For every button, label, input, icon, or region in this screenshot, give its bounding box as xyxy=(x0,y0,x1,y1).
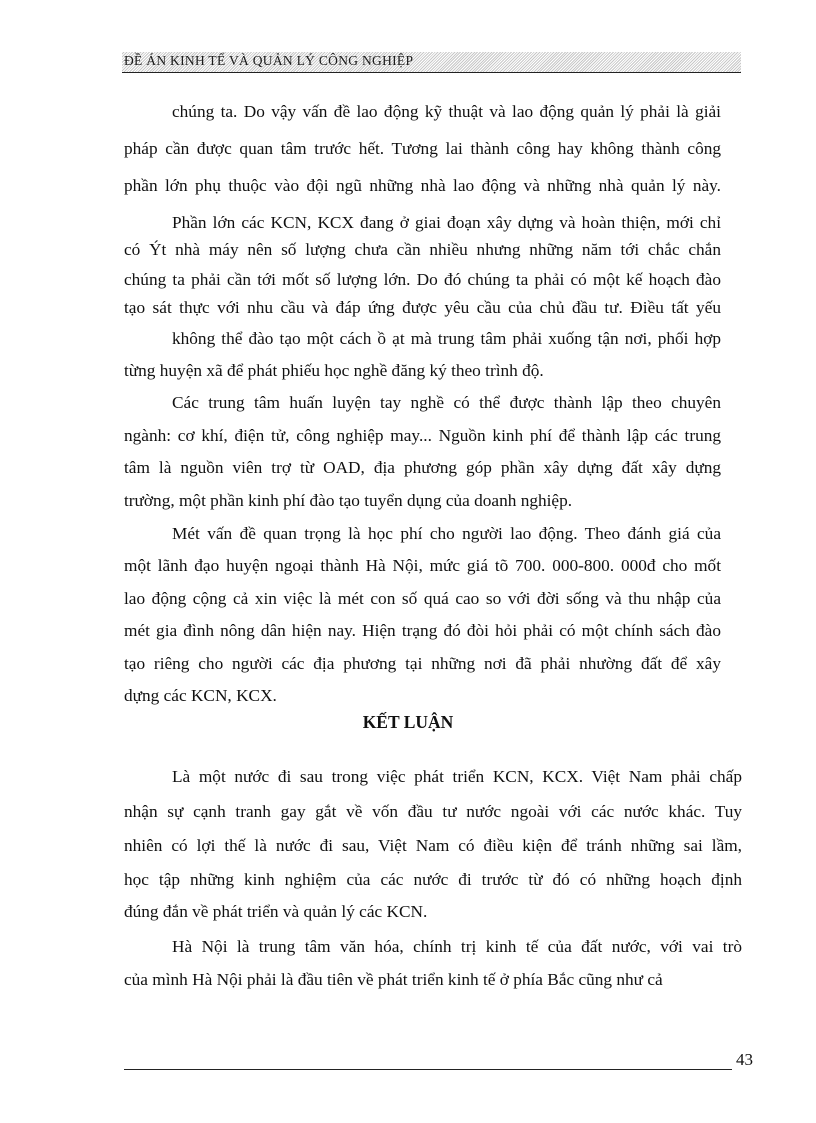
text-line: dựng các KCN, KCX. xyxy=(124,686,277,705)
text-line: mét gia đình nông dân hiện nay. Hiện trạng đó đòi hỏi phải có một chính sách đào xyxy=(124,621,721,640)
text-line: đúng đắn về phát triển và quản lý các KCN. xyxy=(124,902,428,921)
text-line: của mình Hà Nội phải là đầu tiên về phát triển kinh tế ở phía Bắc cũng như cả xyxy=(124,970,663,989)
text-line: học tập những kinh nghiệm của các nước đi trước từ đó có những hoạch định xyxy=(124,870,742,889)
text-line: pháp cần được quan tâm trước hết. Tương lai thành công hay không thành công xyxy=(124,139,721,158)
header-title: ĐỀ ÁN KINH TẾ VÀ QUẢN LÝ CÔNG NGHIỆP xyxy=(124,53,414,68)
running-header xyxy=(122,52,741,73)
text-line: ngành: cơ khí, điện tử, công nghiệp may... Nguồn kinh phí để thành lập các trung xyxy=(124,426,721,445)
footer-rule xyxy=(124,1069,732,1070)
text-line: có Ýt nhà máy nên số lượng chưa cần nhiều nhưng những năm tới chắc chắn xyxy=(124,240,721,259)
text-line: nhận sự cạnh tranh gay gắt về vốn đầu tư nước ngoài với các nước khác. Tuy xyxy=(124,802,742,821)
text-line: Các trung tâm huấn luyện tay nghề có thể được thành lập theo chuyên xyxy=(172,393,721,412)
text-line: Phần lớn các KCN, KCX đang ở giai đoạn xây dựng và hoàn thiện, mới chỉ xyxy=(172,213,721,232)
text-line: Mét vấn đề quan trọng là học phí cho người lao động. Theo đánh giá của xyxy=(172,524,721,543)
text-line: tâm là nguồn viên trợ từ OAD, địa phương góp phần xây dựng đất xây dựng xyxy=(124,458,721,477)
text-line: một lãnh đạo huyện ngoại thành Hà Nội, mức giá tõ 700. 000-800. 000đ cho mốt xyxy=(124,556,721,575)
section-heading: KẾT LUẬN xyxy=(362,712,454,732)
text-line: nhiên có lợi thế là nước đi sau, Việt Nam có điều kiện để tránh những sai lầm, xyxy=(124,836,742,855)
text-line: lao động cộng cả xin việc là mét con số quá cao so với đời sống và thu nhập của xyxy=(124,589,721,608)
text-line: trường, một phần kinh phí đào tạo tuyển dụng của doanh nghiệp. xyxy=(124,491,573,510)
page-number: 43 xyxy=(736,1050,753,1069)
text-line: tạo sát thực với nhu cầu và đáp ứng được yêu cầu của chủ đầu tư. Điều tất yếu xyxy=(124,298,721,317)
text-line: Hà Nội là trung tâm văn hóa, chính trị kinh tế của đất nước, với vai trò xyxy=(172,937,742,956)
text-line: từng huyện xã để phát phiếu học nghề đăng ký theo trình độ. xyxy=(124,361,544,380)
text-line: chúng ta phải cần tới mốt số lượng lớn. Do đó chúng ta phải có một kế hoạch đào xyxy=(124,270,721,289)
text-line: chúng ta. Do vậy vấn đề lao động kỹ thuật và lao động quản lý phải là giải xyxy=(172,102,721,121)
text-line: tạo riêng cho người các địa phương tại những nơi đã phải nhường đất để xây xyxy=(124,654,721,673)
text-line: phần lớn phụ thuộc vào đội ngũ những nhà lao động và những nhà quản lý này. xyxy=(124,176,721,195)
text-line: Là một nước đi sau trong việc phát triển KCN, KCX. Việt Nam phải chấp xyxy=(172,767,742,786)
text-line: không thể đào tạo một cách ồ ạt mà trung tâm phải xuống tận nơi, phối hợp xyxy=(172,329,721,348)
